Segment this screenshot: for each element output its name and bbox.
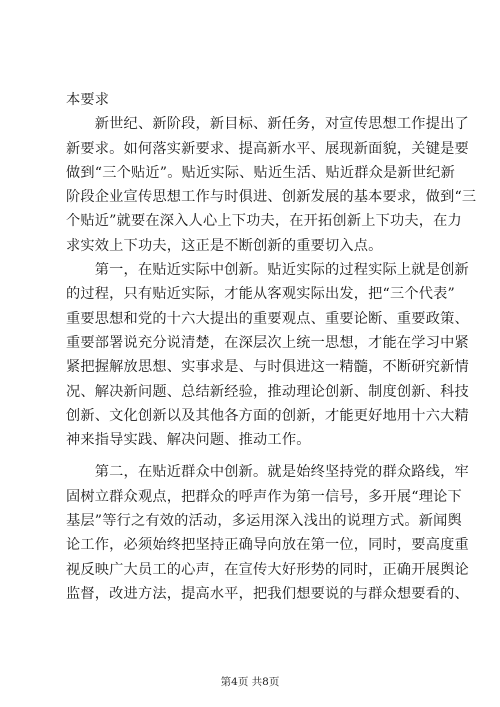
text-line: 做到“三个贴近”。贴近实际、贴近生活、贴近群众是新世纪新 <box>66 164 455 181</box>
text-line: 新要求。如何落实新要求、提高新水平、展现新面貌，关键是要 <box>66 140 469 157</box>
document-body <box>66 88 477 606</box>
text-line: 个贴近”就要在深入人心上下功夫，在开拓创新上下功夫，在力 <box>66 213 462 230</box>
text-line: 第二，在贴近群众中创新。就是始终坚持党的群众路线，牢 <box>66 464 469 481</box>
text-line: 重要部署说充分说清楚，在深层次上统一思想，才能在学习中紧 <box>66 334 469 351</box>
text-line: 阶段企业宣传思想工作与时俱进、创新发展的基本要求，做到“三 <box>66 189 477 206</box>
text-line: 况、解决新问题、总结新经验，推动理论创新、制度创新、科技 <box>66 383 469 400</box>
text-line: 重要思想和党的十六大提出的重要观点、重要论断、重要政策、 <box>66 310 469 327</box>
text-line: 论工作，必须始终把坚持正确导向放在第一位，同时，要高度重 <box>66 537 469 554</box>
text-line: 求实效上下功夫，这正是不断创新的重要切入点。 <box>66 237 383 254</box>
text-line: 神来指导实践、解决问题、推动工作。 <box>66 432 311 449</box>
text-line: 本要求 <box>66 92 110 108</box>
text-line: 监督，改进方法，提高水平，把我们想要说的与群众想要看的、 <box>66 585 469 602</box>
text-line: 基层”等行之有效的活动，多运用深入浅出的说理方式。新闻舆 <box>66 513 462 530</box>
text-line: 固树立群众观点，把群众的呼声作为第一信号，多开展“理论下 <box>66 488 462 505</box>
text-line: 的过程，只有贴近实际，才能从客观实际出发，把“三个代表” <box>66 286 455 303</box>
text-line: 紧把握解放思想、实事求是、与时俱进这一精髓，不断研究新情 <box>66 359 469 376</box>
text-line: 新世纪、新阶段，新目标、新任务，对宣传思想工作提出了 <box>66 116 469 133</box>
text-line: 第一，在贴近实际中创新。贴近实际的过程实际上就是创新 <box>66 262 469 279</box>
text-line: 创新、文化创新以及其他各方面的创新，才能更好地用十六大精 <box>66 407 469 424</box>
text-line: 视反映广大员工的心声，在宣传大好形势的同时，正确开展舆论 <box>66 561 469 578</box>
page-number-footer: 第4页 共8页 <box>220 676 280 688</box>
